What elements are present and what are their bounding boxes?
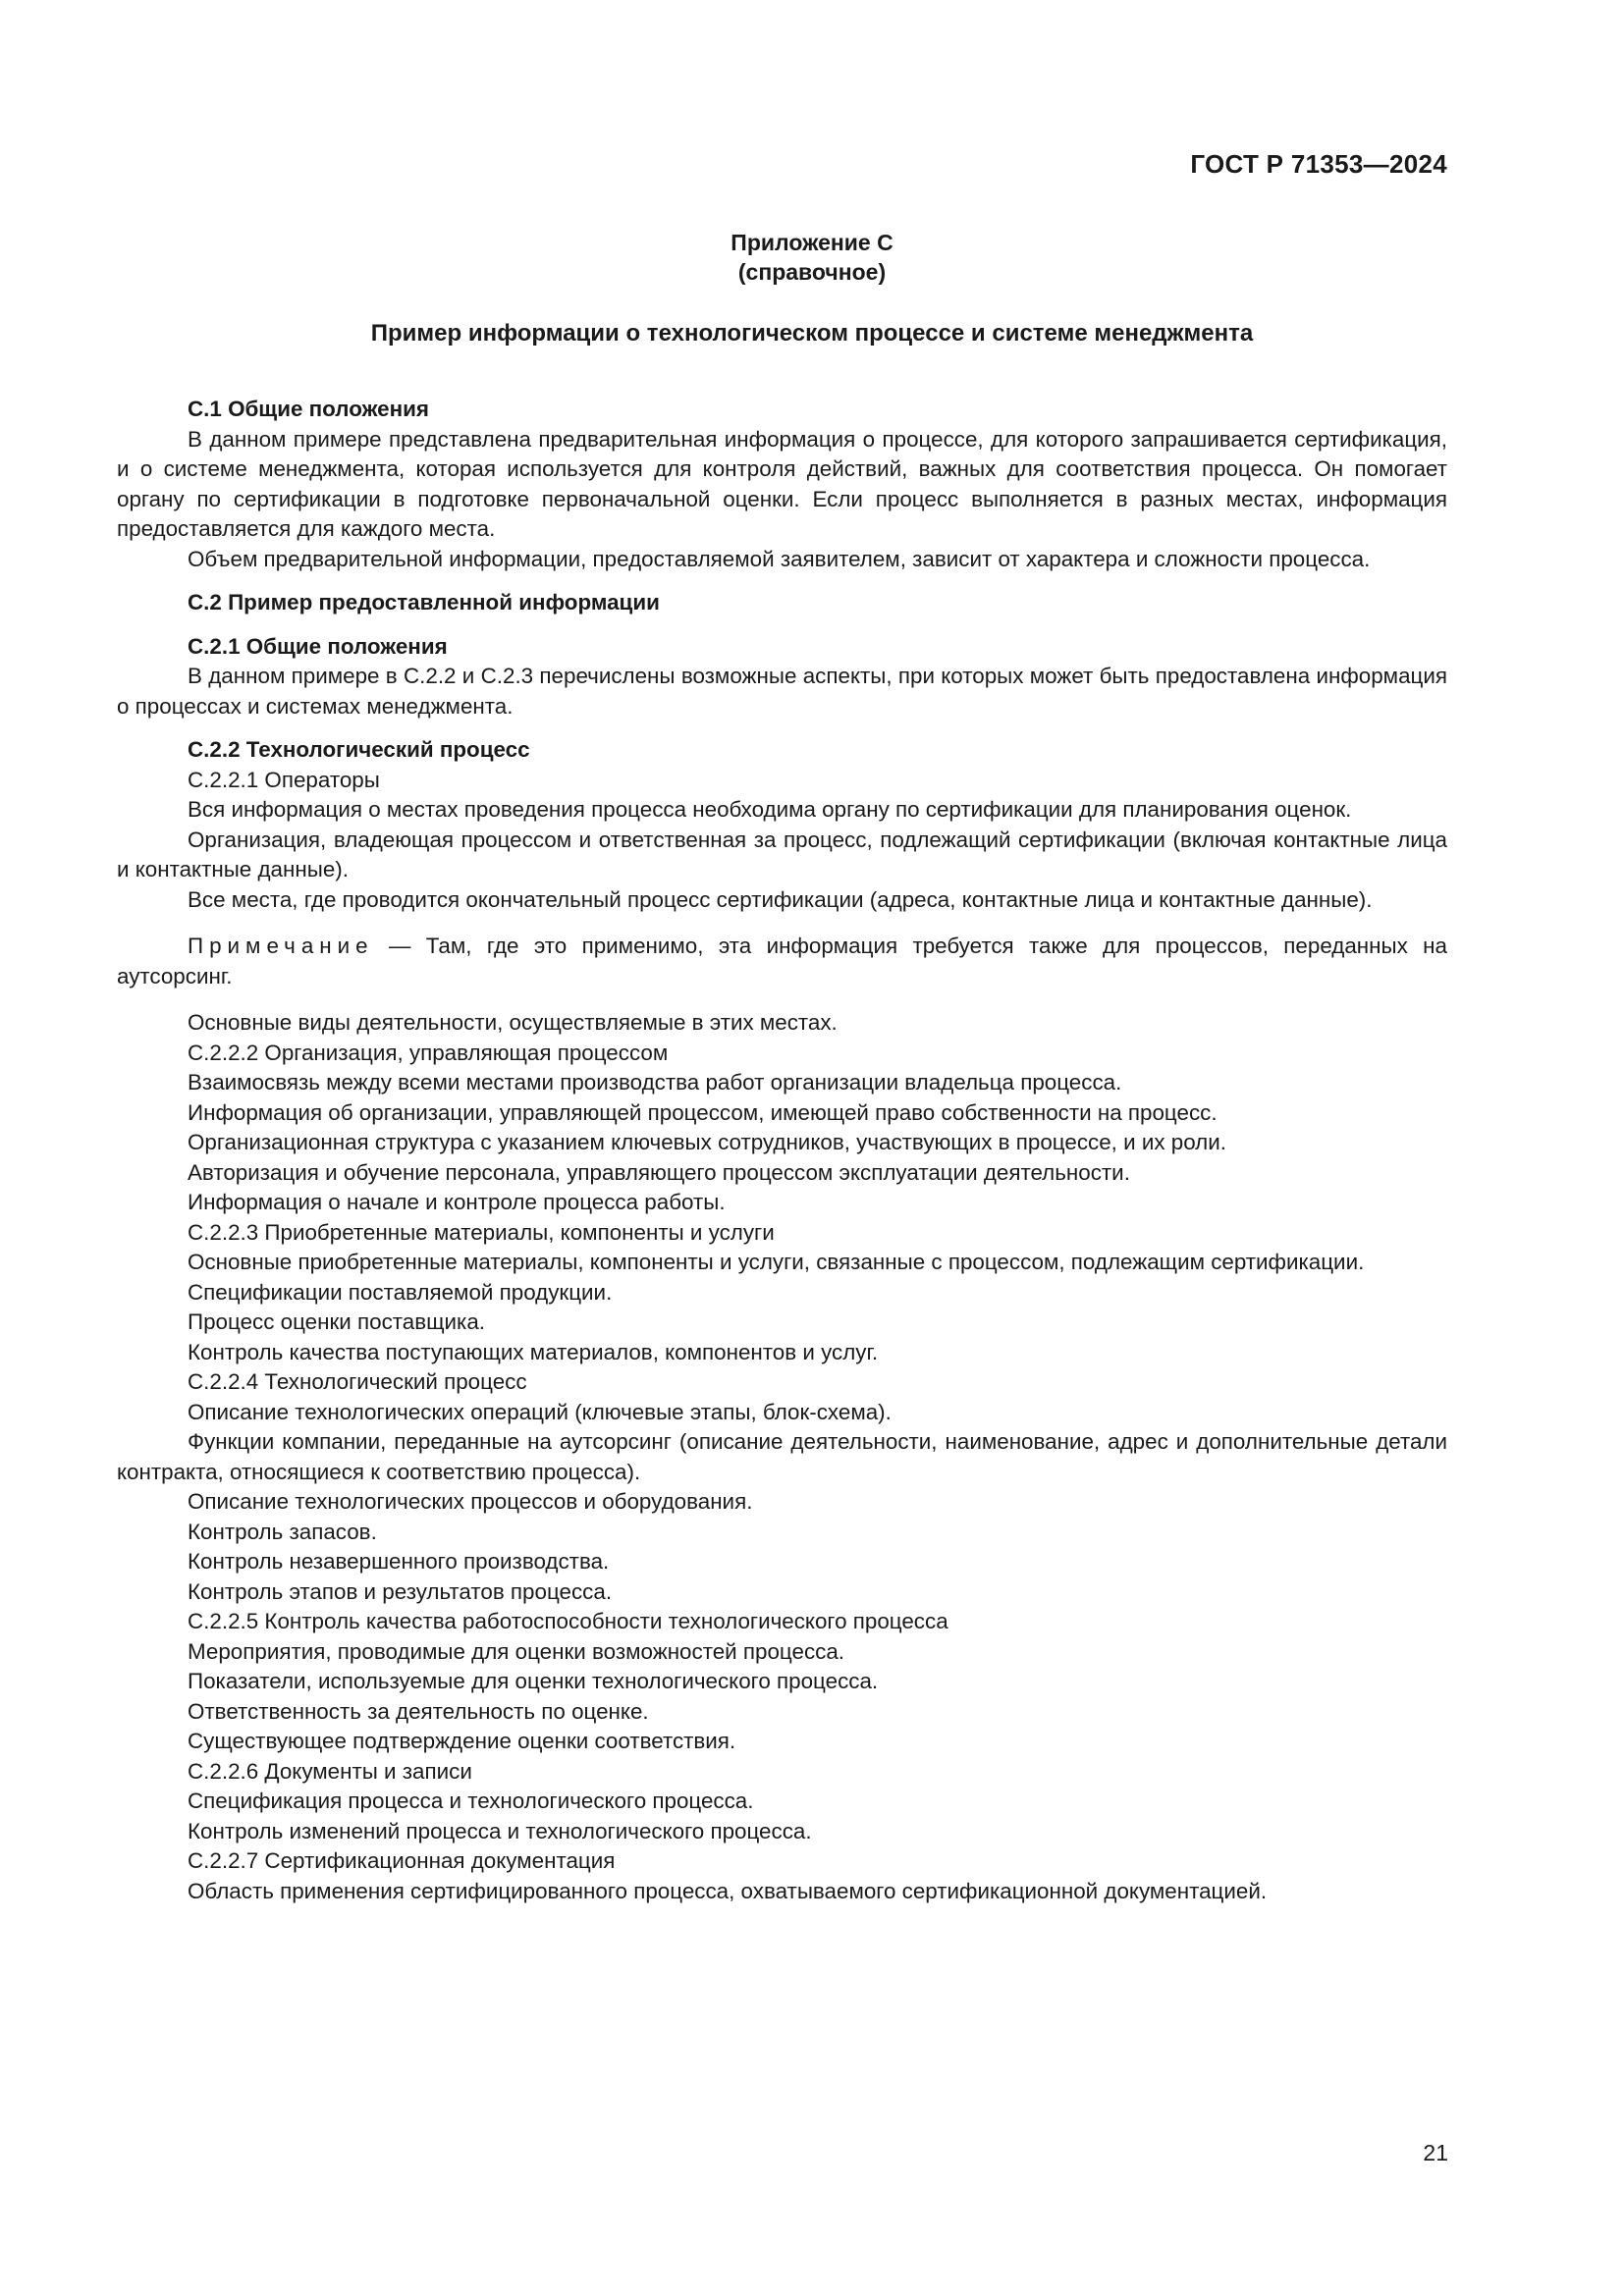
standard-designation: ГОСТ Р 71353—2024 [1190,149,1447,179]
paragraph: Функции компании, переданные на аутсорсинг (описание деятельности, наименование, адрес и дополнительные детали контракта, относящиеся к соответствию процесса). [117,1429,1447,1484]
paragraph: Спецификация процесса и технологического процесса. [188,1789,754,1813]
clause-heading: С.2.2.7 Сертификационная документация [188,1848,616,1873]
document-body [117,395,1447,1906]
note [117,932,1447,991]
paragraph: Информация об организации, управляющей процессом, имеющей право собственности на процесс. [188,1099,1218,1125]
subsection-heading: С.2.1 Общие положения [188,633,448,659]
paragraph: Область применения сертифицированного процесса, охватываемого сертификационной документацией. [188,1878,1268,1903]
paragraph: Контроль запасов. [188,1519,377,1544]
paragraph: Контроль качества поступающих материалов, компонентов и услуг. [188,1339,879,1364]
annex-title: Приложение С [731,230,893,255]
paragraph: Все места, где проводится окончательный процесс сертификации (адреса, контактные лица и контактные данные). [188,886,1373,912]
paragraph: Объем предварительной информации, предоставляемой заявителем, зависит от характера и сложности процесса. [188,546,1371,571]
paragraph: Контроль изменений процесса и технологического процесса. [188,1818,812,1843]
paragraph: Контроль этапов и результатов процесса. [188,1578,613,1604]
paragraph: Контроль незавершенного производства. [188,1549,610,1574]
annex-heading [0,228,1624,287]
paragraph: Информация о начале и контроле процесса работы. [188,1190,726,1214]
paragraph: Мероприятия, проводимые для оценки возможностей процесса. [188,1638,845,1664]
clause-heading: С.2.2.6 Документы и записи [188,1758,472,1784]
annex-subject-heading: Пример информации о технологическом процессе и системе менеджмента [370,320,1254,347]
paragraph: В данном примере представлена предварительная информация о процессе, для которого запрашивается сертификация, и о системе менеджмента, которая используется для контроля действий, важных для соответствия процесса. Он помогает органу по сертификации в подготовке первоначальной оценки. Если процесс выполняется в разных местах, информация предоставляется для каждого места. [117,426,1447,541]
annex-type: (справочное) [737,259,887,285]
section-heading: С.1 Общие положения [188,397,429,421]
paragraph: Описание технологических процессов и оборудования. [188,1489,753,1514]
note-label: Примечание [188,934,374,958]
subsection-heading: С.2.2 Технологический процесс [188,737,530,762]
paragraph: Ответственность за деятельность по оценке. [188,1698,649,1724]
paragraph: Организационная структура с указанием ключевых сотрудников, участвующих в процессе, и их роли. [188,1130,1226,1154]
paragraph: В данном примере в С.2.2 и С.2.3 перечислены возможные аспекты, при которых может быть предоставлена информация о процессах и системах менеджмента. [117,664,1447,719]
paragraph: Организация, владеющая процессом и ответственная за процесс, подлежащий сертификации (включая контактные лица и контактные данные). [117,827,1447,881]
clause-heading: С.2.2.5 Контроль качества работоспособности технологического процесса [188,1609,948,1633]
paragraph: Описание технологических операций (ключевые этапы, блок-схема). [188,1399,892,1424]
paragraph: Основные виды деятельности, осуществляемые в этих местах. [188,1010,838,1035]
paragraph: Процесс оценки поставщика. [188,1309,486,1334]
paragraph: Спецификации поставляемой продукции. [188,1279,613,1305]
clause-heading: С.2.2.1 Операторы [188,767,380,792]
section-heading: С.2 Пример предоставленной информации [188,590,660,614]
clause-heading: С.2.2.3 Приобретенные материалы, компоненты и услуги [188,1219,775,1245]
clause-heading: С.2.2.2 Организация, управляющая процессом [188,1040,669,1065]
paragraph: Существующее подтверждение оценки соответствия. [188,1729,736,1753]
paragraph: Взаимосвязь между всеми местами производства работ организации владельца процесса. [188,1070,1122,1095]
clause-heading: С.2.2.4 Технологический процесс [188,1369,527,1394]
note-text: — Там, где это применимо, эта информация требуется также для процессов, переданных на аутсорсинг. [117,934,1447,988]
paragraph: Вся информация о местах проведения процесса необходима органу по сертификации для планирования оценок. [188,797,1352,822]
paragraph: Основные приобретенные материалы, компоненты и услуги, связанные с процессом, подлежащим сертификации. [188,1250,1365,1274]
paragraph: Показатели, используемые для оценки технологического процесса. [188,1669,879,1693]
page-number: 21 [1423,2140,1448,2165]
paragraph: Авторизация и обучение персонала, управляющего процессом эксплуатации деятельности. [188,1159,1130,1185]
